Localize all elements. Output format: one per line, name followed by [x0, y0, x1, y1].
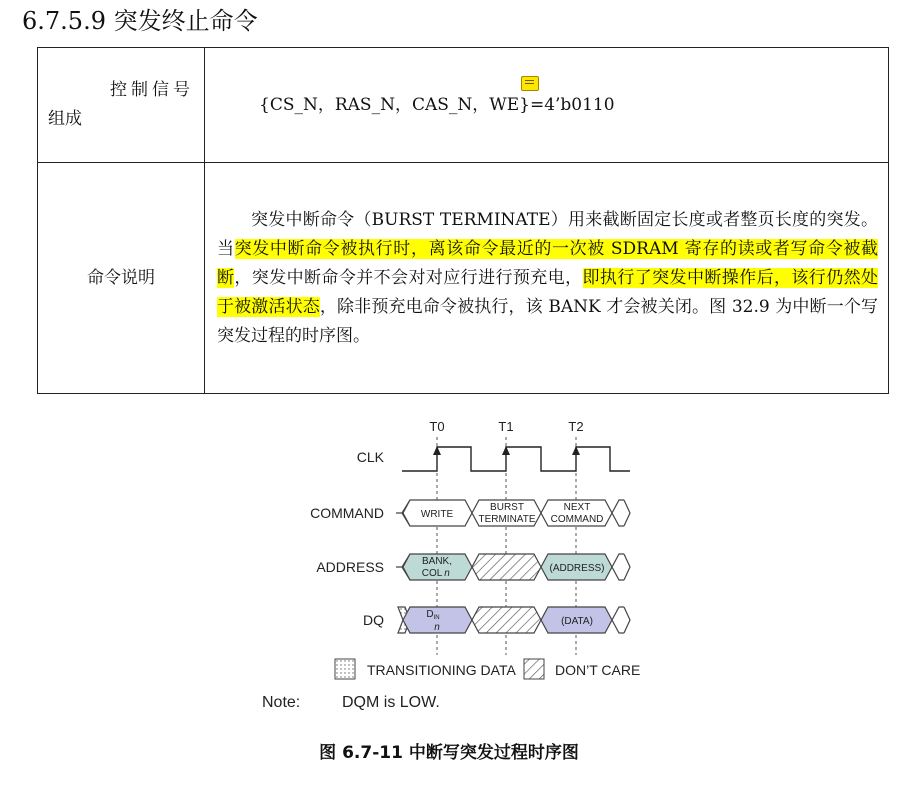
legend-transitioning-label: TRANSITIONING DATA	[367, 662, 516, 678]
address-col-n: n	[444, 568, 450, 579]
desc-part-3: ，除非预充电命令被执行，该 BANK 才会被关闭。图 32.9 为中断一个写突发过程的时序图。	[217, 296, 878, 346]
command-command: COMMAND	[550, 514, 604, 525]
control-signal-value: {CS_N，RAS_N，CAS_N，WE}=4’b0110	[259, 94, 615, 115]
figure-caption: 图 6.7-11 中断写突发过程时序图	[319, 743, 579, 763]
legend-dont-care-label: DON’T CARE	[555, 662, 641, 678]
command-burst: BURST	[490, 502, 524, 513]
command-description-text	[205, 163, 889, 394]
command-terminate: TERMINATE	[478, 514, 536, 525]
command-next: NEXT	[563, 502, 591, 513]
table-row	[38, 163, 889, 394]
dq-din: $D_{IN}$	[426, 609, 440, 621]
legend-transitioning-swatch	[335, 659, 355, 679]
dq-data: (DATA)	[561, 616, 593, 627]
comment-note-icon[interactable]	[521, 76, 539, 91]
timing-diagram	[0, 405, 898, 725]
control-signal-label-cell	[38, 48, 205, 163]
clock-label-t2: T2	[568, 419, 584, 434]
command-write: WRITE	[420, 509, 454, 520]
desc-part-1: 突发中断命令（BURST TERMINATE）用来截断固定长度或者整页长度的突发。当	[217, 209, 878, 259]
signal-label-dq: DQ	[363, 612, 384, 628]
note-label: Note:	[262, 694, 301, 711]
clock-label-t1: T1	[498, 419, 514, 434]
address-bank: BANK,	[421, 556, 453, 567]
signal-label-command: COMMAND	[310, 505, 384, 521]
highlight-2: 即执行了突发中断操作后，该行仍然处于被激活状态	[217, 267, 879, 317]
control-signal-label: 控制信号	[110, 80, 194, 100]
dq-din-n: n	[434, 622, 440, 633]
desc-part-2: ，突发中断命令并不会对对应行进行预充电，	[234, 267, 583, 288]
signal-label-address: ADDRESS	[316, 559, 384, 575]
address-col: COL	[421, 568, 443, 579]
legend-dont-care-swatch	[524, 659, 544, 679]
signal-label-clk: CLK	[356, 449, 384, 465]
table-row	[38, 48, 889, 163]
highlight-1: 突发中断命令被执行时，离该命令最近的一次被 SDRAM 寄存的读或者写命令被截断	[217, 238, 878, 288]
composition-label: 组成	[48, 109, 82, 129]
section-heading: 6.7.5.9 突发终止命令	[22, 7, 258, 35]
command-spec-table	[37, 47, 889, 394]
control-signal-value-cell	[205, 48, 889, 163]
note-text: DQM is LOW.	[342, 694, 440, 711]
command-description-label: 命令说明	[38, 163, 205, 394]
address-next: (ADDRESS)	[549, 563, 605, 574]
clock-label-t0: T0	[429, 419, 445, 434]
